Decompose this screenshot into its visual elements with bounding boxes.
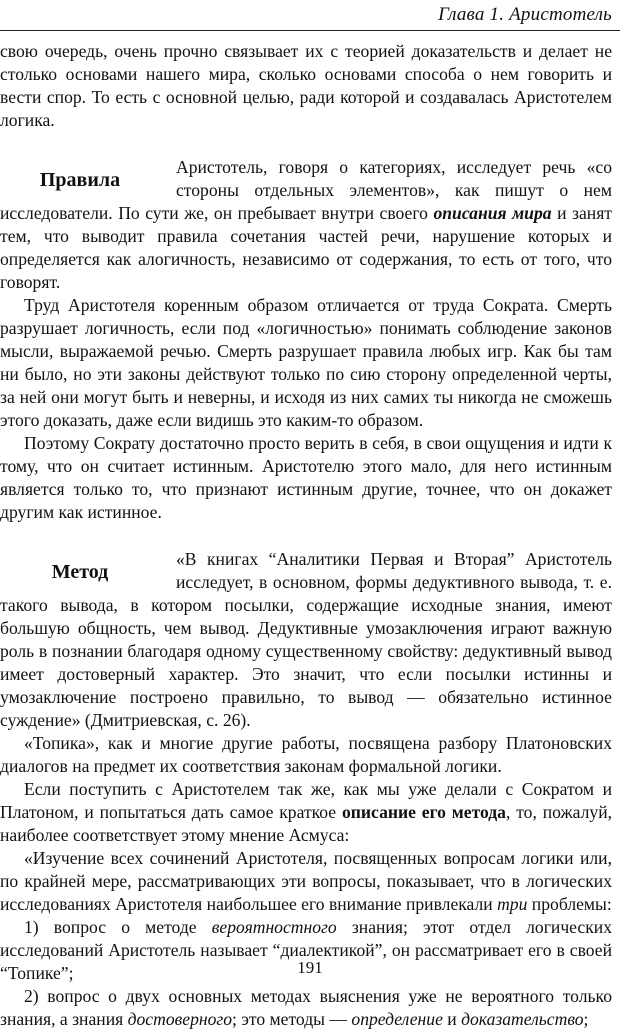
method-quote-paragraph: «В книгах “Аналитики Первая и Вторая” Аристотель исследует, в основном, формы дедуктивного вывода, т. е. такого вывода, в котором посылки, содержащие исходные знания, имеют большую общность, чем вывод. Дедуктивные умозаключения играют важную роль в познании благодаря одному существенному свойству: дедуктивный вывод имеет достоверный характер. Это значит, что если посылки истинны и умозаключение построено правильно, то вывод — обязательно истинное суждение» (Дмитриевская, с. 26). bbox=[0, 549, 612, 730]
text-run: Если поступить с Аристотелем так же, как мы уже делали с Сократом и Платоном, и попытаться дать самое краткое bbox=[0, 779, 612, 822]
method-paragraph-topics: «Топика», как и многие другие работы, посвящена разбору Платоновских диалогов на предмет их соответствия законам формальной логики. bbox=[0, 733, 612, 776]
section-heading-method: Метод bbox=[51, 561, 109, 583]
text-run: 2) вопрос о двух основных методах выяснения уже не вероятного только знания, а знания bbox=[0, 986, 612, 1029]
method-paragraph-asmus-quote bbox=[0, 847, 612, 916]
page-number: 191 bbox=[297, 958, 323, 977]
text-run: Аристотель, говоря о категориях, исследует речь «со стороны отдельных элементов», как пишут о нем исследователи. По сути же, он пребывает внутри своего bbox=[0, 157, 612, 223]
bold-method-description: описание его метода bbox=[341, 802, 506, 822]
text-run: «Изучение всех сочинений Аристотеля, посвященных вопросам логики или, по крайней мере, рассматривающих эти вопросы, показывает, что в логических исследованиях Аристотеля наибольшее его внимание привлекали bbox=[0, 848, 612, 914]
emphasis-world-description: описания мира bbox=[433, 203, 552, 223]
page-body bbox=[0, 40, 612, 1031]
running-head: Глава 1. Аристотель bbox=[438, 4, 612, 25]
section-rules bbox=[0, 156, 612, 524]
text-run: проблемы: bbox=[527, 894, 612, 914]
section-heading-rules: Правила bbox=[39, 169, 121, 191]
text-run: , то, пожалуй, наиболее соответствует этому мнение Асмуса: bbox=[0, 802, 613, 845]
text-run: 1) вопрос о методе bbox=[24, 917, 212, 937]
intro-paragraph: свою очередь, очень прочно связывает их с теорией доказательств и делает не столько основами нашего мира, сколько основами способа о нем говорить и вести спор. То есть с основной целью, ради которой и создавалась Аристотелем логика. bbox=[0, 41, 612, 130]
text-run: и bbox=[442, 1009, 462, 1029]
emphasis-proof: доказательство bbox=[461, 1009, 584, 1029]
emphasis-definition: определение bbox=[351, 1009, 443, 1029]
header-rule bbox=[0, 30, 620, 31]
text-run: ; это методы — bbox=[232, 1009, 352, 1029]
text-run: ; bbox=[583, 1009, 589, 1029]
emphasis-three: три bbox=[497, 894, 528, 914]
emphasis-reliable: достоверного bbox=[127, 1009, 233, 1029]
list-item-2 bbox=[0, 985, 612, 1031]
rules-paragraph-2: Труд Аристотеля коренным образом отличается от труда Сократа. Смерть разрушает логичность, если под «логичностью» понимать соблюдение законов мысли, выражаемой речью. Смерть разрушает правила любых игр. Как бы там ни было, но эти законы действуют только по сию сторону определенной черты, за ней они могут быть и неверны, и исходя из них самих ты никогда не сможешь этого доказать, даже если видишь это каким-то образом. bbox=[0, 295, 612, 430]
text-run: и занят тем, что выводит правила сочетания частей речи, нарушение которых и определяется как алогичность, независимо от содержания, то есть от того, что говорят. bbox=[0, 203, 613, 292]
text-run: знания; этот отдел логических исследований Аристотель называет “диалектикой”, он рассматривает его в своей “Топике”; bbox=[0, 917, 612, 983]
rules-paragraph-3: Поэтому Сократу достаточно просто верить в себя, в свои ощущения и идти к тому, что он считает истинным. Аристотелю этого мало, для него истинным является только то, что признают истинным другие, точнее, что он докажет другим как истинное. bbox=[0, 433, 612, 522]
emphasis-probabilistic: вероятностного bbox=[211, 917, 337, 937]
method-paragraph-summary bbox=[0, 778, 612, 847]
